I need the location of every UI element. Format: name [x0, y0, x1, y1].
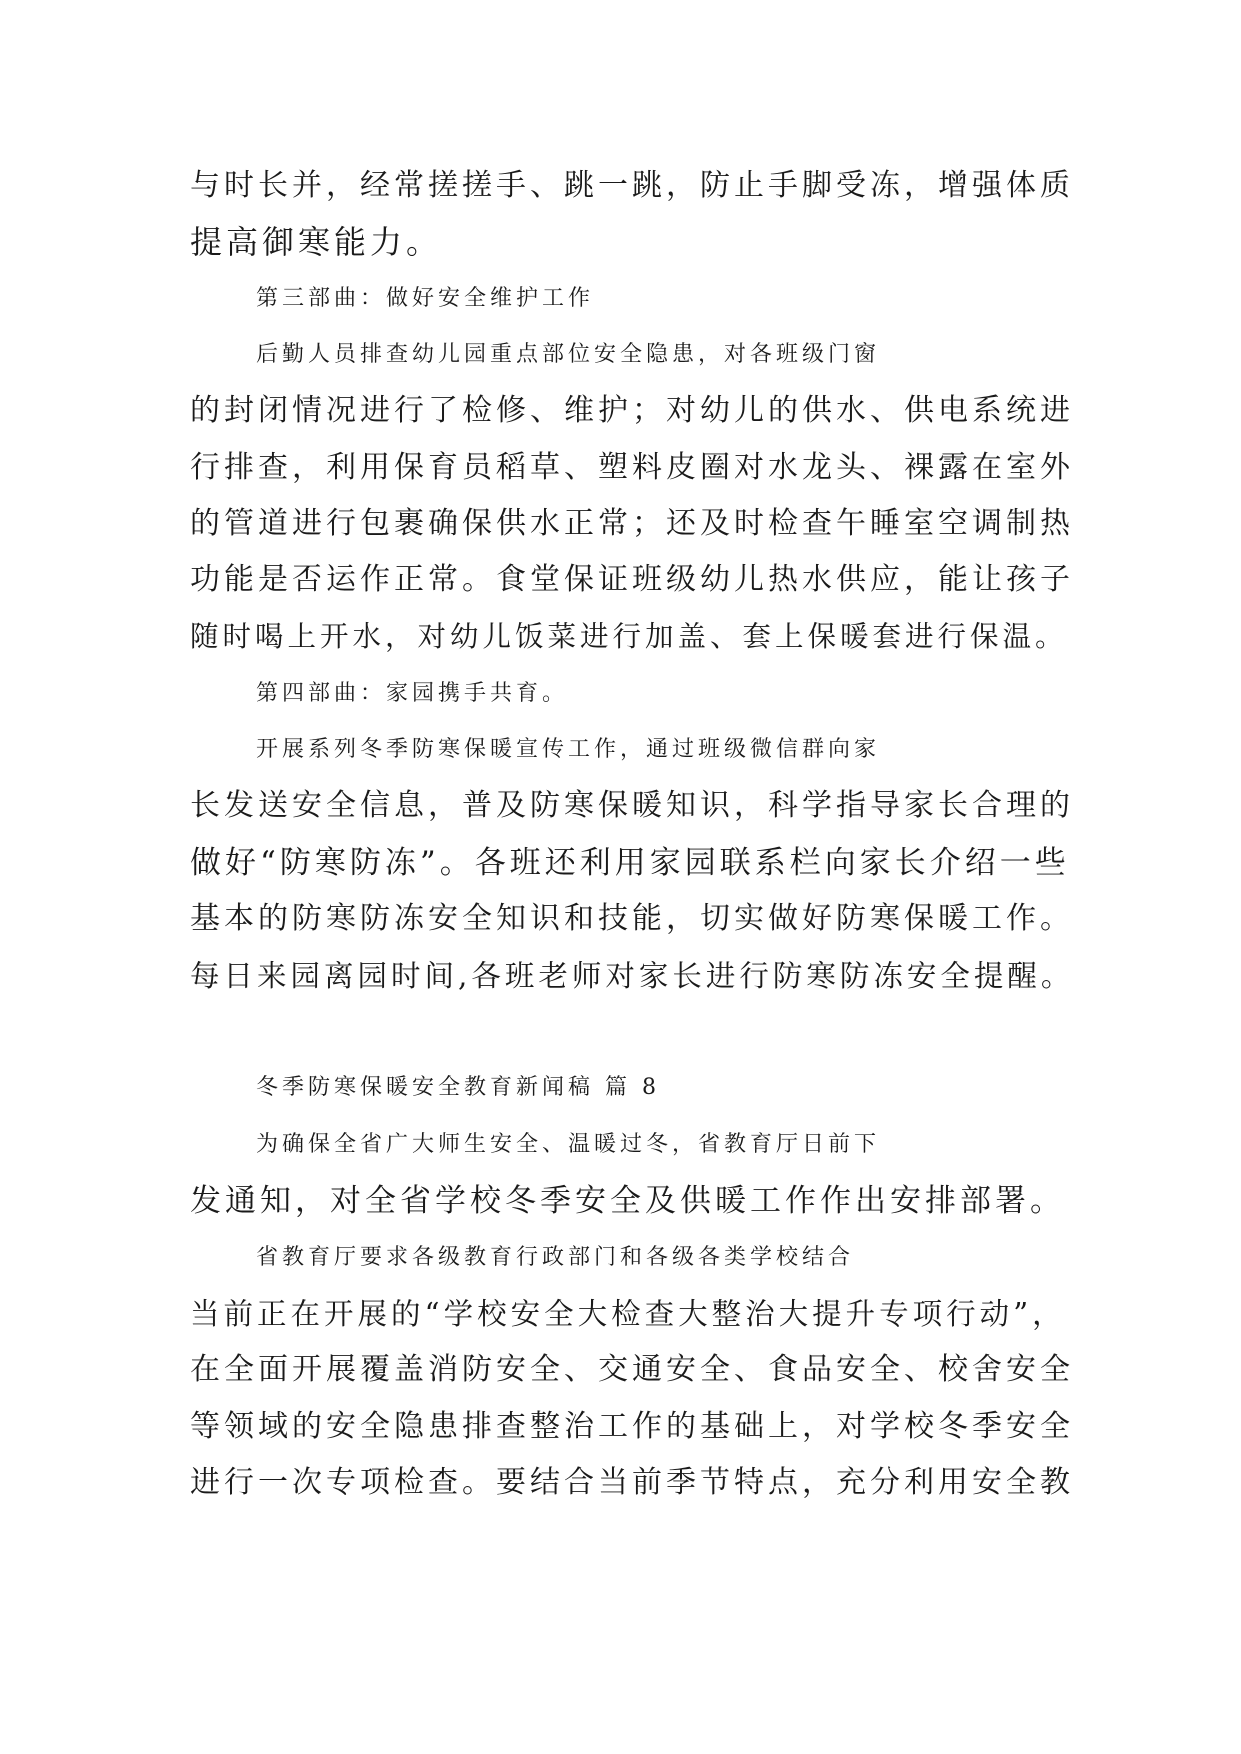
paragraph-line: 提高御寒能力。: [190, 223, 443, 261]
article-title: 冬季防寒保暖安全教育新闻稿 篇 8: [256, 1075, 660, 1100]
paragraph-line: 的管道进行包裹确保供水正常；还及时检查午睡室空调制热: [190, 506, 1074, 541]
paragraph-line: 功能是否运作正常。食堂保证班级幼儿热水供应，能让孩子: [190, 562, 1074, 597]
paragraph-line: 省教育厅要求各级教育行政部门和各级各类学校结合: [256, 1245, 855, 1270]
paragraph-line: 随时喝上开水，对幼儿饭菜进行加盖、套上保暖套进行保温。: [190, 620, 1068, 653]
paragraph-line: 开展系列冬季防寒保暖宣传工作，通过班级微信群向家: [256, 737, 881, 762]
section-heading: 第三部曲：做好安全维护工作: [256, 286, 595, 311]
paragraph-line: 进行一次专项检查。要结合当前季节特点，充分利用安全教: [190, 1465, 1074, 1500]
paragraph-line: 等领域的安全隐患排查整治工作的基础上，对学校冬季安全: [190, 1409, 1074, 1444]
paragraph-line: 为确保全省广大师生安全、温暖过冬，省教育厅日前下: [256, 1132, 881, 1157]
paragraph-line: 行排查，利用保育员稻草、塑料皮圈对水龙头、裸露在室外: [190, 450, 1074, 485]
paragraph-line: 当前正在开展的“学校安全大检查大整治大提升专项行动”，: [190, 1297, 1066, 1331]
paragraph-line: 长发送安全信息，普及防寒保暖知识，科学指导家长合理的: [190, 788, 1074, 823]
paragraph-line: 与时长并，经常搓搓手、跳一跳，防止手脚受冻，增强体质: [190, 168, 1074, 203]
paragraph-line: 在全面开展覆盖消防安全、交通安全、食品安全、校舍安全: [190, 1352, 1074, 1387]
paragraph-line: 的封闭情况进行了检修、维护；对幼儿的供水、供电系统进: [190, 393, 1074, 428]
paragraph-line: 基本的防寒防冻安全知识和技能，切实做好防寒保暖工作。: [190, 901, 1074, 936]
paragraph-line: 发通知，对全省学校冬季安全及供暖工作作出安排部署。: [190, 1183, 1065, 1219]
section-heading: 第四部曲：家园携手共育。: [256, 681, 569, 706]
paragraph-line: 做好“防寒防冻”。各班还利用家园联系栏向家长介绍一些: [190, 845, 1070, 881]
paragraph-line: 后勤人员排查幼儿园重点部位安全隐患，对各班级门窗: [256, 342, 881, 367]
paragraph-line: 每日来园离园时间,各班老师对家长进行防寒防冻安全提醒。: [190, 959, 1075, 993]
